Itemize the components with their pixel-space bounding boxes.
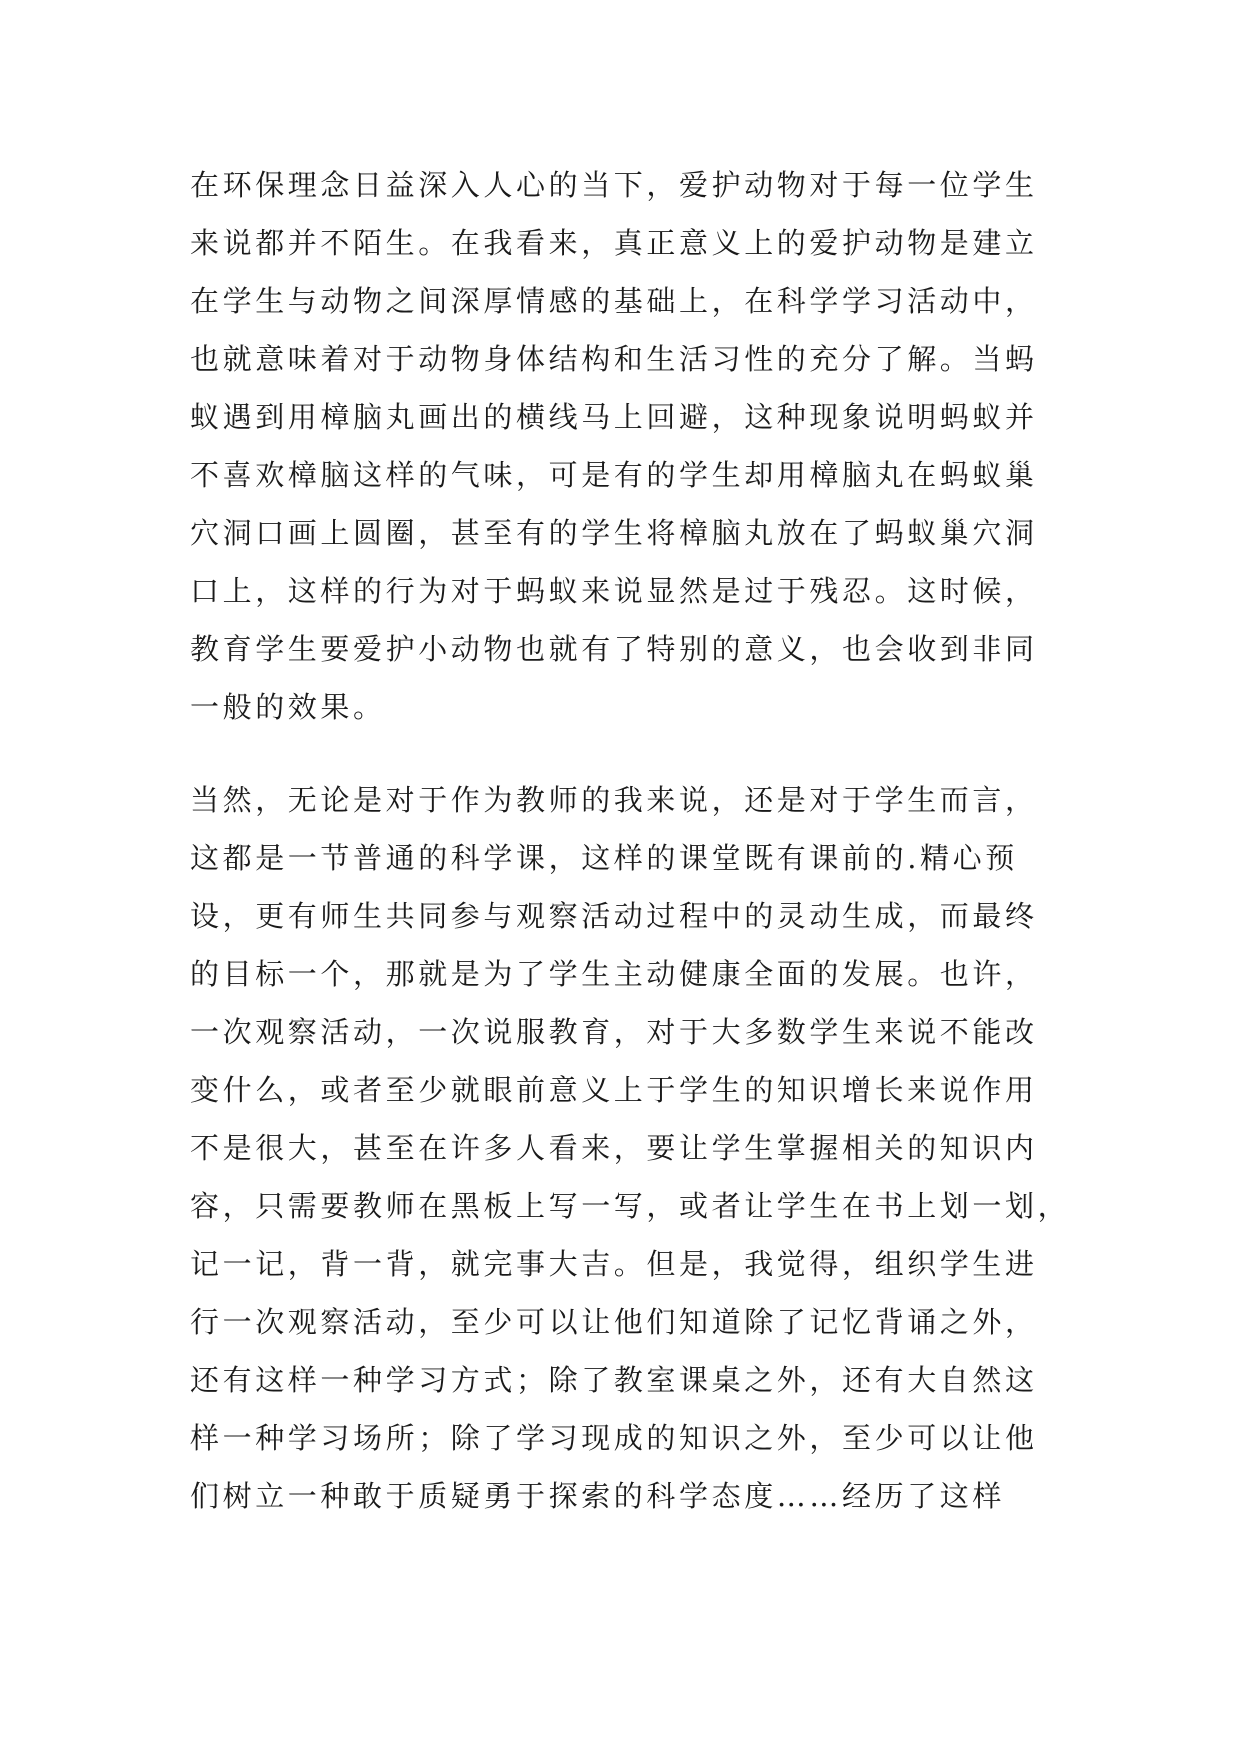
text-line: 还有这样一种学习方式；除了教室课桌之外，还有大自然这: [190, 1363, 1038, 1397]
text-line: 的目标一个，那就是为了学生主动健康全面的发展。也许，: [190, 957, 1038, 991]
text-line: 变什么，或者至少就眼前意义上于学生的知识增长来说作用: [190, 1073, 1038, 1107]
text-line: 蚁遇到用樟脑丸画出的横线马上回避，这种现象说明蚂蚁并: [190, 400, 1038, 434]
text-line: 在环保理念日益深入人心的当下，爱护动物对于每一位学生: [190, 168, 1038, 202]
text-line: 当然，无论是对于作为教师的我来说，还是对于学生而言，: [190, 783, 1038, 817]
text-line: 穴洞口画上圆圈，甚至有的学生将樟脑丸放在了蚂蚁巢穴洞: [190, 516, 1038, 550]
text-line: 容，只需要教师在黑板上写一写，或者让学生在书上划一划，: [190, 1189, 1071, 1223]
paragraph-2: [190, 771, 1070, 1525]
text-line: 们树立一种敢于质疑勇于探索的科学态度……经历了这样: [190, 1479, 1006, 1513]
text-line: 也就意味着对于动物身体结构和生活习性的充分了解。当蚂: [190, 342, 1038, 376]
text-line: 样一种学习场所；除了学习现成的知识之外，至少可以让他: [190, 1421, 1038, 1455]
text-line: 设，更有师生共同参与观察活动过程中的灵动生成，而最终: [190, 899, 1038, 933]
text-line: 在学生与动物之间深厚情感的基础上，在科学学习活动中，: [190, 284, 1038, 318]
text-line: 口上，这样的行为对于蚂蚁来说显然是过于残忍。这时候，: [190, 574, 1038, 608]
text-line: 记一记，背一背，就完事大吉。但是，我觉得，组织学生进: [190, 1247, 1038, 1281]
paragraph-1: [190, 156, 1070, 736]
text-line: 不喜欢樟脑这样的气味，可是有的学生却用樟脑丸在蚂蚁巢: [190, 458, 1038, 492]
text-line: 一次观察活动，一次说服教育，对于大多数学生来说不能改: [190, 1015, 1038, 1049]
text-line: 行一次观察活动，至少可以让他们知道除了记忆背诵之外，: [190, 1305, 1038, 1339]
text-line: 不是很大，甚至在许多人看来，要让学生掌握相关的知识内: [190, 1131, 1038, 1165]
text-line: 来说都并不陌生。在我看来，真正意义上的爱护动物是建立: [190, 226, 1038, 260]
text-line: 这都是一节普通的科学课，这样的课堂既有课前的.精心预: [190, 841, 1018, 875]
text-line: 一般的效果。: [190, 690, 386, 724]
text-line: 教育学生要爱护小动物也就有了特别的意义，也会收到非同: [190, 632, 1038, 666]
